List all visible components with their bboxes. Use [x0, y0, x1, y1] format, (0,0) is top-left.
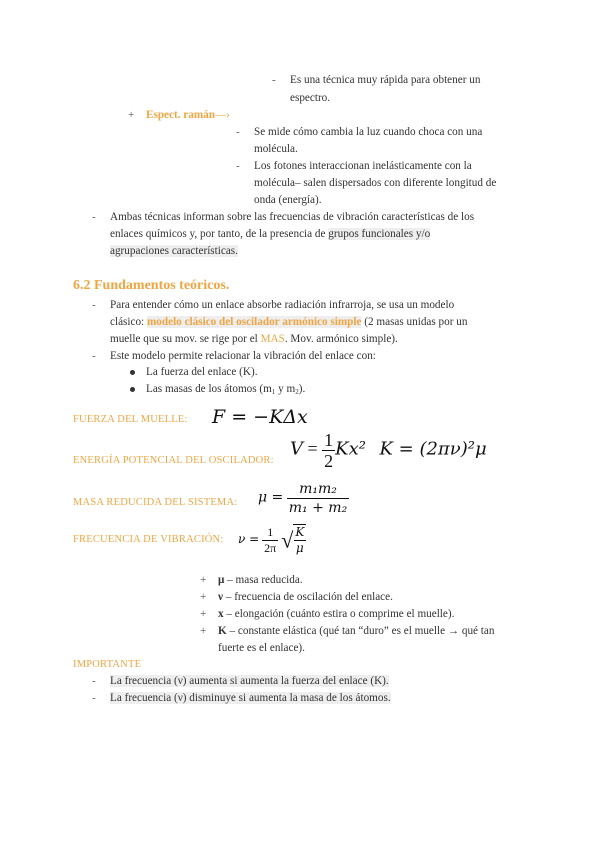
bullet-dot — [130, 387, 135, 392]
plus-marker: + — [200, 574, 207, 586]
dash-marker: - — [272, 74, 276, 86]
raman-bullet-text: onda (energía). — [254, 194, 322, 206]
fraction: $\frac{\text{m₁m₂}}{\text{m₁ + m₂}}$ — [288, 481, 348, 516]
section-text: Para entender cómo un enlace absorbe radiación infrarroja, se usa un modelo — [110, 299, 455, 311]
formula-energy: V = $\frac{1}{2}$ Kx² K = (2πν)²μ — [290, 430, 487, 471]
formula-label-reduced-mass: MASA REDUCIDA DEL SISTEMA: — [73, 497, 238, 508]
section-text: clásico: modelo clásico del oscilador armónico simple (2 masas unidas por un — [110, 316, 468, 328]
dash-marker: - — [92, 692, 96, 704]
raman-bullet-text: molécula– salen dispersados con diferente longitud de — [254, 177, 497, 189]
formula-label-force: FUERZA DEL MUELLE: — [73, 414, 188, 425]
plus-marker: + — [200, 591, 207, 603]
summary-text: enlaces químicos y, por tanto, de la presencia de grupos funcionales y/o — [110, 228, 431, 240]
formula-force: F = −KΔx — [212, 406, 308, 428]
section-title: 6.2 Fundamentos teóricos. — [73, 278, 230, 293]
summary-text: Ambas técnicas informan sobre las frecuencias de vibración características de los — [110, 211, 475, 223]
definition-item: ν – frecuencia de oscilación del enlace. — [218, 591, 393, 603]
fraction: $\frac{K}{\mu}$ — [295, 525, 305, 555]
raman-title: Espect. ramán—› — [146, 109, 230, 121]
definition-item: K – constante elástica (qué tan “duro” es el muelle → qué tan — [218, 625, 495, 637]
formula-label-energy: ENERGÍA POTENCIAL DEL OSCILADOR: — [73, 455, 274, 466]
definition-item: μ – masa reducida. — [218, 574, 303, 586]
summary-text: agrupaciones características. — [110, 245, 238, 257]
dash-marker: - — [92, 299, 96, 311]
raman-bullet-text: Los fotones interaccionan inelásticamente con la — [254, 160, 472, 172]
dash-marker: - — [236, 160, 240, 172]
important-item: La frecuencia (ν) aumenta si aumenta la fuerza del enlace (K). — [110, 675, 389, 687]
fraction: $\frac{1}{2}$ — [324, 430, 334, 471]
definition-item: x – elongación (cuánto estira o comprime el muelle). — [218, 608, 455, 620]
fraction: $\frac{1}{2\pi}$ — [264, 524, 277, 555]
dash-marker: - — [92, 350, 96, 362]
important-label: IMPORTANTE — [73, 659, 142, 670]
definition-item: fuerte es el enlace). — [218, 642, 305, 654]
raman-bullet-text: Se mide cómo cambia la luz cuando choca con una — [254, 126, 483, 138]
prev-bullet-text: Es una técnica muy rápida para obtener un — [290, 74, 481, 86]
dash-marker: - — [236, 126, 240, 138]
raman-bullet-text: molécula. — [254, 143, 298, 155]
plus-marker: + — [200, 608, 207, 620]
dash-marker: - — [92, 211, 96, 223]
formula-frequency: ν = $\frac{1}{2\pi}$ √ $\frac{K}{\mu}$ — [238, 524, 305, 555]
plus-marker: + — [128, 109, 135, 121]
section-text: muelle que su mov. se rige por el MAS. Mov. armónico simple). — [110, 333, 398, 345]
section-bullet: La fuerza del enlace (K). — [146, 366, 258, 378]
important-item: La frecuencia (ν) disminuye si aumenta la masa de los átomos. — [110, 692, 391, 704]
plus-marker: + — [200, 625, 207, 637]
section-text: Este modelo permite relacionar la vibración del enlace con: — [110, 350, 376, 362]
formula-reduced-mass: μ = $\frac{\text{m₁m₂}}{\text{m₁ + m₂}}$ — [258, 481, 348, 516]
dash-marker: - — [92, 675, 96, 687]
bullet-dot — [130, 370, 135, 375]
prev-bullet-text: espectro. — [290, 92, 331, 104]
sqrt-icon: √ — [281, 527, 294, 553]
formula-label-frequency: FRECUENCIA DE VIBRACIÓN: — [73, 534, 224, 545]
section-bullet: Las masas de los átomos ($m_1$ y $m_2$). — [146, 383, 306, 396]
